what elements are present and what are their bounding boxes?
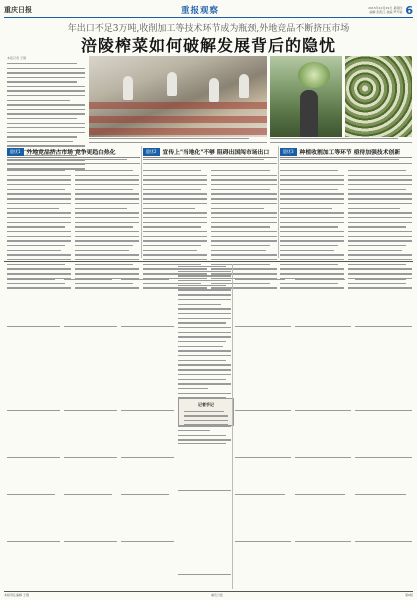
farmer-photo <box>270 56 342 137</box>
masthead <box>4 3 413 17</box>
text-line <box>143 212 207 213</box>
text-line <box>211 179 277 180</box>
text-line <box>7 226 65 227</box>
text-line <box>178 369 231 370</box>
text-line <box>7 208 59 209</box>
text-line <box>211 236 277 237</box>
headline: 涪陵榨菜如何破解发展背后的隐忧 <box>80 36 336 55</box>
text-line <box>7 109 85 110</box>
text-line <box>7 63 77 64</box>
factory-photo-caption <box>89 138 267 143</box>
issue-date: 2015年10月29日 星期四 <box>368 6 403 10</box>
footer <box>4 591 413 598</box>
footer-middle: 重庆日报 <box>211 593 224 597</box>
text-line <box>211 250 266 251</box>
text-line <box>143 208 195 209</box>
text-line <box>143 217 207 218</box>
text-line <box>178 271 231 272</box>
text-line <box>7 198 71 199</box>
text-line <box>75 245 133 246</box>
text-line <box>75 250 129 251</box>
text-line <box>89 138 249 139</box>
text-line <box>143 226 201 227</box>
text-line <box>75 254 139 255</box>
text-line <box>178 304 221 305</box>
text-line <box>280 179 344 180</box>
text-line <box>178 346 223 347</box>
text-line <box>7 189 65 190</box>
section-3-deck <box>280 159 412 164</box>
text-line <box>75 240 139 241</box>
text-line <box>75 189 133 190</box>
farm-photo-caption <box>270 138 412 143</box>
text-line <box>143 175 207 176</box>
text-line <box>75 208 127 209</box>
lower-col-4b <box>178 430 231 588</box>
section-3-tag: 隐忧3 <box>280 148 297 156</box>
text-line <box>184 424 228 425</box>
text-line <box>7 100 70 101</box>
text-line <box>7 254 71 255</box>
text-line <box>7 236 71 237</box>
text-line <box>184 415 228 416</box>
section-1-subhead: 外地竞品挤占市场 竞争更趋白热化 <box>26 150 116 156</box>
text-line <box>211 264 270 265</box>
text-line <box>7 118 77 119</box>
text-line <box>211 245 270 246</box>
text-line <box>348 250 402 251</box>
lower-col-5 <box>235 266 291 588</box>
text-line <box>280 217 344 218</box>
text-line <box>178 318 231 319</box>
text-line <box>143 189 201 190</box>
text-line <box>211 203 277 204</box>
text-line <box>280 212 344 213</box>
text-line <box>7 95 85 96</box>
section-title: 重报观察 <box>181 6 220 16</box>
text-line <box>143 184 207 185</box>
text-line <box>7 179 71 180</box>
text-line <box>178 322 226 323</box>
text-line <box>348 226 406 227</box>
text-line <box>178 374 231 375</box>
text-line <box>348 240 412 241</box>
text-line <box>7 136 77 137</box>
text-line <box>348 170 406 171</box>
text-line <box>178 308 231 309</box>
text-line <box>7 170 65 171</box>
text-line <box>75 193 139 194</box>
text-line <box>75 175 139 176</box>
text-line <box>178 327 231 328</box>
text-line <box>348 212 412 213</box>
text-line <box>178 336 231 337</box>
column-divider <box>232 264 233 589</box>
text-line <box>348 198 412 199</box>
text-line <box>75 264 133 265</box>
text-line <box>270 138 398 139</box>
text-line <box>75 184 139 185</box>
kicker: 年出口不足3万吨,收削加工等技术环节成为瓶颈,外地竞品不断挤压市场 <box>67 24 350 34</box>
text-line <box>7 104 85 105</box>
lower-col-7 <box>355 266 412 588</box>
text-line <box>143 193 207 194</box>
text-line <box>178 294 231 295</box>
section-3-rule <box>280 157 412 158</box>
text-line <box>211 226 270 227</box>
text-line <box>211 198 277 199</box>
text-line <box>348 245 406 246</box>
section-2-subhead: 宣传上"当地化"不够 阻碍出国闯市场出口 <box>162 150 270 156</box>
section-1-tag: 隐忧1 <box>7 148 24 156</box>
text-line <box>7 159 127 160</box>
text-line <box>211 240 277 241</box>
section-2-deck <box>143 159 277 164</box>
text-line <box>348 254 412 255</box>
column-divider <box>278 146 279 258</box>
text-line <box>75 212 139 213</box>
lower-col-3 <box>121 266 174 588</box>
tubers-photo <box>345 56 412 137</box>
text-line <box>7 245 65 246</box>
text-line <box>7 81 77 82</box>
text-line <box>75 179 139 180</box>
text-line <box>280 170 338 171</box>
text-line <box>348 203 412 204</box>
section-3-subhead: 种植收割加工等环节 亟待加强技术创新 <box>299 150 401 156</box>
text-line <box>348 217 412 218</box>
text-line <box>143 198 207 199</box>
text-line <box>75 203 139 204</box>
text-line <box>348 189 406 190</box>
text-line <box>280 254 344 255</box>
text-line <box>7 231 71 232</box>
text-line <box>178 364 231 365</box>
text-line <box>280 264 338 265</box>
text-line <box>280 240 344 241</box>
text-line <box>7 72 85 73</box>
date-box <box>368 5 413 16</box>
text-line <box>211 189 270 190</box>
text-line <box>178 355 231 356</box>
text-line <box>75 231 139 232</box>
text-line <box>211 175 277 176</box>
text-line <box>7 127 85 128</box>
text-line <box>280 208 332 209</box>
text-line <box>184 411 224 412</box>
page-number: 6 <box>405 3 413 17</box>
text-line <box>211 170 270 171</box>
text-line <box>280 231 344 232</box>
text-line <box>211 231 277 232</box>
text-line <box>75 198 139 199</box>
text-line <box>143 264 201 265</box>
text-line <box>184 420 228 421</box>
text-line <box>7 175 71 176</box>
byline: 本报记者 王翔 <box>7 56 26 60</box>
footer-left: 本版责任编辑 王翔 <box>4 593 29 597</box>
lower-col-6 <box>295 266 351 588</box>
text-line <box>211 254 277 255</box>
text-line <box>178 332 231 333</box>
text-line <box>348 231 412 232</box>
text-line <box>211 212 277 213</box>
text-line <box>178 280 231 281</box>
section-2-rule <box>143 157 277 158</box>
column-divider <box>141 146 142 258</box>
factory-photo <box>89 56 267 137</box>
masthead-rule <box>4 17 413 18</box>
text-line <box>280 163 412 164</box>
text-line <box>75 226 133 227</box>
text-line <box>280 189 338 190</box>
text-line <box>348 179 412 180</box>
text-line <box>348 184 412 185</box>
text-line <box>280 184 344 185</box>
text-line <box>178 341 226 342</box>
text-line <box>7 203 71 204</box>
text-line <box>7 212 71 213</box>
section-2-tag: 隐忧2 <box>143 148 160 156</box>
text-line <box>7 184 71 185</box>
lower-col-1 <box>7 266 60 588</box>
text-line <box>7 222 71 223</box>
text-line <box>7 77 85 78</box>
text-line <box>211 184 277 185</box>
text-line <box>211 193 277 194</box>
text-line <box>178 388 208 389</box>
text-line <box>178 360 226 361</box>
footer-right: 第6版 <box>405 593 413 597</box>
text-line <box>75 217 139 218</box>
text-line <box>7 264 65 265</box>
text-line <box>143 254 207 255</box>
text-line <box>178 313 231 314</box>
section-1-heading <box>7 146 140 157</box>
text-line <box>280 236 344 237</box>
text-line <box>348 222 412 223</box>
text-line <box>75 170 133 171</box>
text-line <box>7 113 85 114</box>
text-line <box>178 393 231 394</box>
text-line <box>143 179 207 180</box>
text-line <box>348 175 412 176</box>
lower-col-2 <box>64 266 117 588</box>
text-line <box>280 245 338 246</box>
text-line <box>143 170 201 171</box>
text-line <box>211 217 277 218</box>
text-line <box>7 132 85 133</box>
text-line <box>7 68 85 69</box>
text-line <box>280 226 338 227</box>
text-line <box>348 208 400 209</box>
text-line <box>143 231 207 232</box>
text-line <box>7 86 85 87</box>
text-line <box>7 240 71 241</box>
text-line <box>143 203 207 204</box>
text-line <box>348 193 412 194</box>
text-line <box>143 163 277 164</box>
text-line <box>143 159 264 160</box>
text-line <box>7 217 71 218</box>
text-line <box>178 266 226 267</box>
text-line <box>7 193 71 194</box>
text-line <box>178 383 231 384</box>
text-line <box>178 299 231 300</box>
text-line <box>280 175 344 176</box>
text-line <box>7 250 61 251</box>
text-line <box>280 159 399 160</box>
text-line <box>178 350 231 351</box>
journalist-notes-title: 记者手记 <box>198 402 214 407</box>
text-line <box>178 379 226 380</box>
text-line <box>89 142 267 143</box>
text-line <box>211 208 264 209</box>
section-1-deck <box>7 159 140 164</box>
text-line <box>211 222 277 223</box>
text-line <box>7 123 85 124</box>
text-line <box>178 285 226 286</box>
text-line <box>178 289 231 290</box>
text-line <box>143 245 201 246</box>
text-line <box>143 236 207 237</box>
text-line <box>178 275 231 276</box>
section-1-rule <box>7 157 140 158</box>
text-line <box>280 222 344 223</box>
section-2-heading <box>143 146 277 157</box>
text-line <box>7 163 140 164</box>
paper-name: 重庆日报 <box>4 5 32 14</box>
text-line <box>280 250 334 251</box>
text-line <box>280 193 344 194</box>
journalist-notes-box <box>178 398 234 426</box>
text-line <box>348 264 406 265</box>
text-line <box>280 203 344 204</box>
section-3-heading <box>280 146 412 157</box>
text-line <box>7 141 73 142</box>
text-line <box>7 90 85 91</box>
text-line <box>348 236 412 237</box>
text-line <box>143 250 197 251</box>
text-line <box>75 222 139 223</box>
fold-rule <box>4 261 413 262</box>
text-line <box>143 222 207 223</box>
editor-credit: 编辑 张阳江 美编 罗开斌 <box>369 10 403 14</box>
text-line <box>280 198 344 199</box>
text-line <box>270 142 412 143</box>
text-line <box>143 240 207 241</box>
text-line <box>75 236 139 237</box>
